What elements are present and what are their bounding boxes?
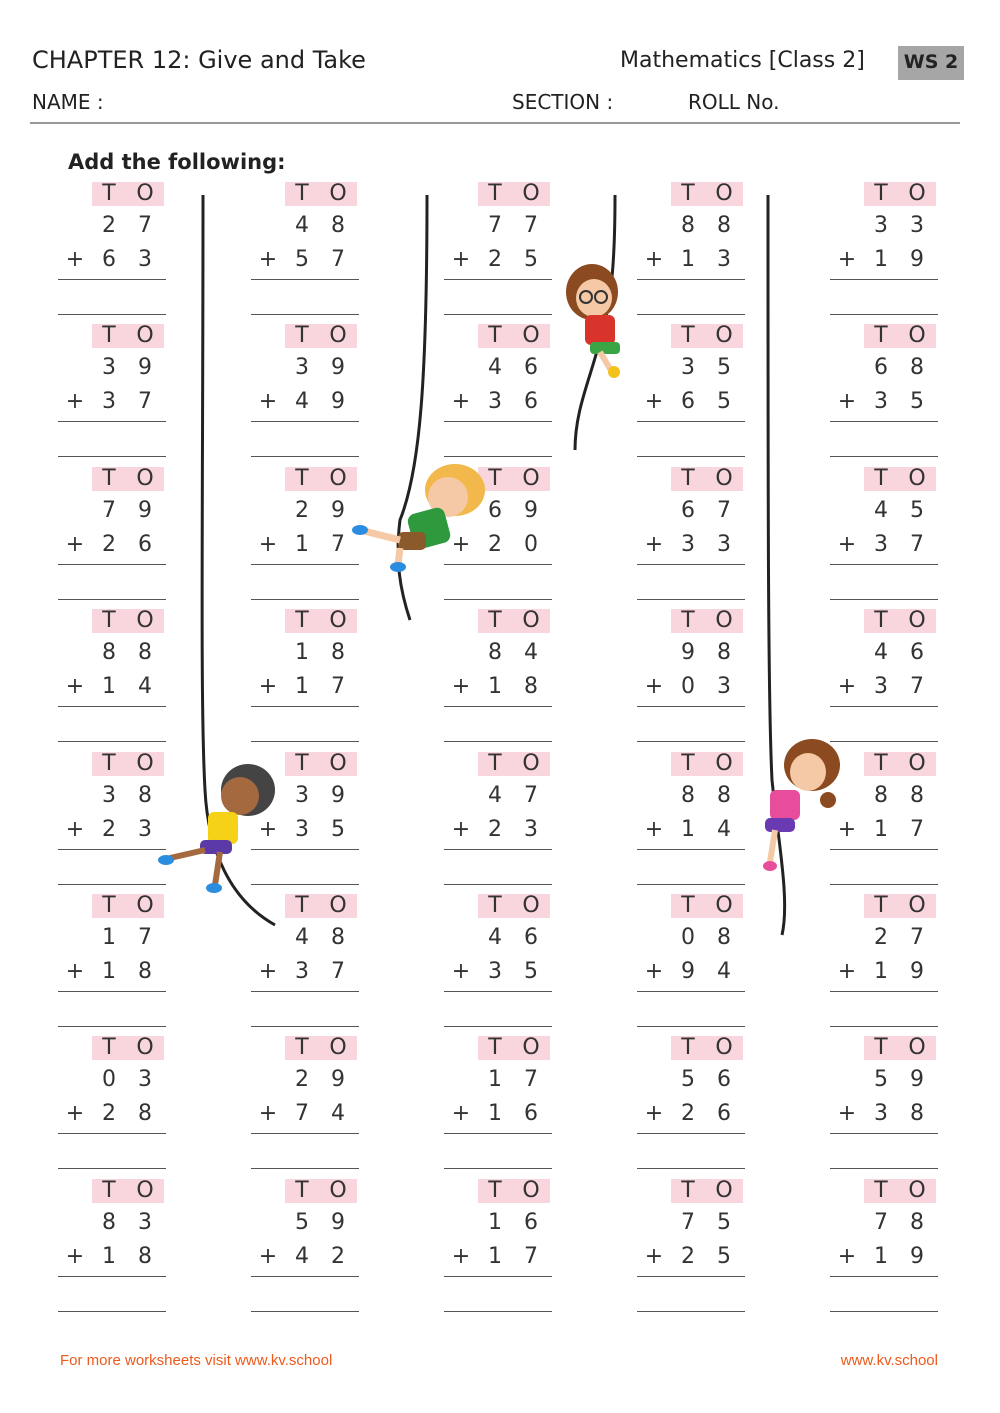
plus-sign: + <box>644 817 664 842</box>
tens-label: T <box>681 751 695 776</box>
ones-label: O <box>136 181 154 206</box>
addend-1-ones: 8 <box>331 213 345 238</box>
addend-1-tens: 8 <box>488 640 502 665</box>
plus-sign: + <box>451 674 471 699</box>
addend-2-ones: 7 <box>910 532 924 557</box>
plus-sign: + <box>451 389 471 414</box>
plus-sign: + <box>451 1101 471 1126</box>
plus-sign: + <box>837 247 857 272</box>
tens-label: T <box>102 1035 116 1060</box>
addend-1-ones: 7 <box>138 925 152 950</box>
tens-label: T <box>488 466 502 491</box>
addend-2-tens: 3 <box>681 532 695 557</box>
ones-label: O <box>715 751 733 776</box>
addend-1-ones: 3 <box>138 1210 152 1235</box>
addend-2-tens: 1 <box>488 1101 502 1126</box>
addend-2-ones: 9 <box>910 959 924 984</box>
tens-label: T <box>295 1178 309 1203</box>
plus-sign: + <box>258 247 278 272</box>
addend-2-tens: 7 <box>295 1101 309 1126</box>
plus-sign: + <box>837 389 857 414</box>
addend-2-ones: 3 <box>138 247 152 272</box>
ones-label: O <box>908 751 926 776</box>
plus-sign: + <box>258 674 278 699</box>
tens-label: T <box>874 181 888 206</box>
addend-1-tens: 2 <box>295 498 309 523</box>
addend-2-tens: 6 <box>102 247 116 272</box>
addend-1-ones: 8 <box>910 1210 924 1235</box>
addend-1-ones: 6 <box>524 1210 538 1235</box>
addend-1-tens: 4 <box>488 783 502 808</box>
addend-2-tens: 0 <box>681 674 695 699</box>
addend-2-tens: 3 <box>102 389 116 414</box>
tens-label: T <box>295 466 309 491</box>
plus-sign: + <box>644 389 664 414</box>
addend-2-tens: 1 <box>874 817 888 842</box>
addend-2-ones: 9 <box>910 1244 924 1269</box>
addend-1-tens: 1 <box>102 925 116 950</box>
ones-label: O <box>329 181 347 206</box>
plus-sign: + <box>451 959 471 984</box>
addend-1-ones: 6 <box>524 355 538 380</box>
addend-1-tens: 3 <box>102 355 116 380</box>
plus-sign: + <box>837 1101 857 1126</box>
footer-right-link[interactable]: www.kv.school <box>840 1352 938 1369</box>
addend-1-ones: 7 <box>717 498 731 523</box>
addend-1-ones: 9 <box>331 1067 345 1092</box>
plus-sign: + <box>65 1101 85 1126</box>
ones-label: O <box>715 608 733 633</box>
addend-2-tens: 3 <box>488 959 502 984</box>
addend-2-ones: 8 <box>910 1101 924 1126</box>
addend-2-ones: 5 <box>910 389 924 414</box>
addend-1-ones: 9 <box>524 498 538 523</box>
tens-label: T <box>295 893 309 918</box>
tens-label: T <box>295 323 309 348</box>
chapter-title: CHAPTER 12: Give and Take <box>32 46 366 74</box>
addend-2-ones: 4 <box>331 1101 345 1126</box>
tens-label: T <box>295 1035 309 1060</box>
addend-2-tens: 3 <box>874 1101 888 1126</box>
addend-2-ones: 6 <box>524 1101 538 1126</box>
addend-2-ones: 6 <box>717 1101 731 1126</box>
plus-sign: + <box>258 817 278 842</box>
ones-label: O <box>522 181 540 206</box>
ones-label: O <box>136 1178 154 1203</box>
addend-2-ones: 5 <box>717 1244 731 1269</box>
addend-1-tens: 9 <box>681 640 695 665</box>
plus-sign: + <box>258 1101 278 1126</box>
addend-1-tens: 8 <box>681 783 695 808</box>
ones-label: O <box>908 181 926 206</box>
plus-sign: + <box>451 817 471 842</box>
ones-label: O <box>136 466 154 491</box>
ones-label: O <box>329 751 347 776</box>
tens-label: T <box>295 181 309 206</box>
addend-1-tens: 0 <box>102 1067 116 1092</box>
addend-2-ones: 4 <box>138 674 152 699</box>
plus-sign: + <box>644 532 664 557</box>
addend-2-tens: 2 <box>102 532 116 557</box>
ones-label: O <box>908 1035 926 1060</box>
ones-label: O <box>329 1178 347 1203</box>
addend-1-ones: 9 <box>331 1210 345 1235</box>
tens-label: T <box>681 1178 695 1203</box>
addend-1-ones: 3 <box>138 1067 152 1092</box>
plus-sign: + <box>644 1101 664 1126</box>
plus-sign: + <box>451 247 471 272</box>
addend-1-tens: 7 <box>681 1210 695 1235</box>
tens-label: T <box>102 466 116 491</box>
addend-2-tens: 3 <box>488 389 502 414</box>
addend-2-ones: 8 <box>138 1101 152 1126</box>
addend-2-ones: 0 <box>524 532 538 557</box>
addend-2-ones: 4 <box>717 817 731 842</box>
tens-label: T <box>874 893 888 918</box>
addend-1-ones: 3 <box>910 213 924 238</box>
tens-label: T <box>488 181 502 206</box>
addend-1-tens: 3 <box>874 213 888 238</box>
ones-label: O <box>715 323 733 348</box>
addend-1-ones: 9 <box>331 498 345 523</box>
addend-2-tens: 3 <box>874 674 888 699</box>
boy-green-climber-icon <box>352 464 485 572</box>
addend-1-ones: 7 <box>910 925 924 950</box>
addend-1-tens: 8 <box>681 213 695 238</box>
plus-sign: + <box>65 817 85 842</box>
ones-label: O <box>908 608 926 633</box>
addend-2-tens: 1 <box>874 247 888 272</box>
ones-label: O <box>329 893 347 918</box>
tens-label: T <box>488 323 502 348</box>
plus-sign: + <box>837 674 857 699</box>
addend-2-tens: 2 <box>488 247 502 272</box>
addend-1-tens: 4 <box>874 640 888 665</box>
addend-1-tens: 8 <box>102 640 116 665</box>
addend-2-ones: 5 <box>717 389 731 414</box>
ones-label: O <box>522 466 540 491</box>
addend-2-ones: 7 <box>331 674 345 699</box>
addend-1-ones: 8 <box>717 213 731 238</box>
addend-1-ones: 8 <box>138 640 152 665</box>
tens-label: T <box>295 751 309 776</box>
name-label: NAME : <box>32 90 104 114</box>
boy-yellow-climber-icon <box>158 764 275 893</box>
tens-label: T <box>488 893 502 918</box>
addend-2-ones: 7 <box>524 1244 538 1269</box>
addend-1-ones: 9 <box>331 355 345 380</box>
addend-1-tens: 3 <box>102 783 116 808</box>
plus-sign: + <box>65 959 85 984</box>
ones-label: O <box>136 1035 154 1060</box>
addend-1-tens: 0 <box>681 925 695 950</box>
addend-2-tens: 9 <box>681 959 695 984</box>
addend-1-ones: 5 <box>717 355 731 380</box>
addend-2-tens: 1 <box>874 959 888 984</box>
tens-label: T <box>681 608 695 633</box>
tens-label: T <box>295 608 309 633</box>
addend-1-tens: 8 <box>874 783 888 808</box>
addend-2-tens: 1 <box>488 674 502 699</box>
addend-1-tens: 3 <box>295 355 309 380</box>
addend-1-ones: 8 <box>910 783 924 808</box>
ones-label: O <box>908 893 926 918</box>
tens-label: T <box>102 893 116 918</box>
addend-2-tens: 2 <box>488 817 502 842</box>
tens-label: T <box>681 466 695 491</box>
addend-1-ones: 5 <box>910 498 924 523</box>
plus-sign: + <box>258 389 278 414</box>
addend-2-ones: 4 <box>717 959 731 984</box>
addend-1-tens: 6 <box>874 355 888 380</box>
plus-sign: + <box>644 247 664 272</box>
tens-label: T <box>874 1035 888 1060</box>
addend-2-ones: 8 <box>138 1244 152 1269</box>
plus-sign: + <box>837 532 857 557</box>
ones-label: O <box>136 751 154 776</box>
tens-label: T <box>681 181 695 206</box>
addend-2-ones: 7 <box>910 674 924 699</box>
addend-1-ones: 4 <box>524 640 538 665</box>
addend-1-tens: 6 <box>488 498 502 523</box>
ones-label: O <box>522 323 540 348</box>
ones-label: O <box>136 893 154 918</box>
ones-label: O <box>715 466 733 491</box>
plus-sign: + <box>451 1244 471 1269</box>
plus-sign: + <box>65 1244 85 1269</box>
plus-sign: + <box>451 532 471 557</box>
addend-2-ones: 9 <box>910 247 924 272</box>
addend-2-ones: 2 <box>331 1244 345 1269</box>
addend-1-ones: 8 <box>138 783 152 808</box>
tens-label: T <box>874 323 888 348</box>
tens-label: T <box>102 323 116 348</box>
addend-1-ones: 8 <box>331 640 345 665</box>
plus-sign: + <box>644 959 664 984</box>
addend-2-tens: 1 <box>295 532 309 557</box>
plus-sign: + <box>65 389 85 414</box>
tens-label: T <box>102 751 116 776</box>
addend-2-ones: 7 <box>910 817 924 842</box>
addend-1-tens: 6 <box>681 498 695 523</box>
tens-label: T <box>681 323 695 348</box>
addend-2-ones: 7 <box>138 389 152 414</box>
ones-label: O <box>715 1035 733 1060</box>
plus-sign: + <box>258 532 278 557</box>
ones-label: O <box>522 893 540 918</box>
addend-2-ones: 7 <box>331 959 345 984</box>
addend-1-ones: 6 <box>910 640 924 665</box>
addend-2-ones: 7 <box>331 247 345 272</box>
ones-label: O <box>715 1178 733 1203</box>
addend-2-ones: 3 <box>524 817 538 842</box>
addend-2-tens: 3 <box>874 532 888 557</box>
addend-2-tens: 1 <box>102 959 116 984</box>
ones-label: O <box>329 466 347 491</box>
addend-1-tens: 5 <box>295 1210 309 1235</box>
addend-1-ones: 5 <box>717 1210 731 1235</box>
addend-1-ones: 9 <box>138 498 152 523</box>
ones-label: O <box>908 466 926 491</box>
addend-1-tens: 7 <box>488 213 502 238</box>
section-label: SECTION : <box>512 90 614 114</box>
addend-1-tens: 5 <box>681 1067 695 1092</box>
plus-sign: + <box>65 247 85 272</box>
addend-1-tens: 1 <box>488 1210 502 1235</box>
addend-2-tens: 3 <box>295 817 309 842</box>
addend-2-tens: 4 <box>295 1244 309 1269</box>
addend-2-tens: 1 <box>488 1244 502 1269</box>
addend-1-ones: 9 <box>138 355 152 380</box>
ones-label: O <box>715 181 733 206</box>
plus-sign: + <box>837 959 857 984</box>
tens-label: T <box>488 608 502 633</box>
addend-2-ones: 5 <box>524 959 538 984</box>
tens-label: T <box>874 1178 888 1203</box>
tens-label: T <box>681 893 695 918</box>
addend-1-tens: 3 <box>681 355 695 380</box>
addend-1-tens: 7 <box>874 1210 888 1235</box>
addend-2-ones: 3 <box>138 817 152 842</box>
addend-2-tens: 1 <box>681 817 695 842</box>
tens-label: T <box>874 751 888 776</box>
tens-label: T <box>488 751 502 776</box>
addend-1-ones: 8 <box>717 783 731 808</box>
ones-label: O <box>329 1035 347 1060</box>
addend-2-ones: 8 <box>524 674 538 699</box>
addend-2-tens: 2 <box>488 532 502 557</box>
addend-1-tens: 4 <box>295 213 309 238</box>
tens-label: T <box>102 181 116 206</box>
ones-label: O <box>136 323 154 348</box>
addend-2-tens: 3 <box>874 389 888 414</box>
addend-2-tens: 1 <box>874 1244 888 1269</box>
addend-2-ones: 5 <box>331 817 345 842</box>
plus-sign: + <box>837 817 857 842</box>
ones-label: O <box>329 608 347 633</box>
ones-label: O <box>522 751 540 776</box>
instruction: Add the following: <box>68 150 286 174</box>
footer-left-link[interactable]: For more worksheets visit www.kv.school <box>60 1352 333 1369</box>
addend-1-ones: 7 <box>138 213 152 238</box>
addend-1-ones: 7 <box>524 1067 538 1092</box>
addend-2-tens: 1 <box>681 247 695 272</box>
tens-label: T <box>874 466 888 491</box>
addend-1-tens: 5 <box>874 1067 888 1092</box>
addend-1-ones: 8 <box>717 640 731 665</box>
addend-2-tens: 2 <box>102 817 116 842</box>
ones-label: O <box>136 608 154 633</box>
addend-1-ones: 7 <box>524 783 538 808</box>
worksheet-badge: WS 2 <box>898 46 964 80</box>
addend-1-ones: 8 <box>717 925 731 950</box>
addend-2-ones: 6 <box>138 532 152 557</box>
girl-pink-climber-icon <box>763 739 840 871</box>
ones-label: O <box>908 1178 926 1203</box>
addend-2-tens: 5 <box>295 247 309 272</box>
addend-2-tens: 3 <box>295 959 309 984</box>
addend-1-tens: 8 <box>102 1210 116 1235</box>
plus-sign: + <box>65 674 85 699</box>
addend-1-ones: 9 <box>331 783 345 808</box>
ones-label: O <box>329 323 347 348</box>
addend-2-tens: 2 <box>681 1244 695 1269</box>
addend-1-tens: 3 <box>295 783 309 808</box>
addend-1-tens: 4 <box>295 925 309 950</box>
addend-1-ones: 9 <box>910 1067 924 1092</box>
tens-label: T <box>874 608 888 633</box>
addend-1-ones: 6 <box>524 925 538 950</box>
addend-2-ones: 9 <box>331 389 345 414</box>
plus-sign: + <box>258 1244 278 1269</box>
tens-label: T <box>102 1178 116 1203</box>
addend-2-tens: 6 <box>681 389 695 414</box>
addend-1-tens: 4 <box>488 355 502 380</box>
addend-1-ones: 7 <box>524 213 538 238</box>
ones-label: O <box>715 893 733 918</box>
addend-2-ones: 3 <box>717 674 731 699</box>
addend-2-tens: 2 <box>681 1101 695 1126</box>
ones-label: O <box>522 1178 540 1203</box>
addend-2-tens: 4 <box>295 389 309 414</box>
plus-sign: + <box>837 1244 857 1269</box>
ones-label: O <box>908 323 926 348</box>
addend-1-tens: 7 <box>102 498 116 523</box>
tens-label: T <box>488 1178 502 1203</box>
addend-1-tens: 2 <box>295 1067 309 1092</box>
addend-1-tens: 1 <box>488 1067 502 1092</box>
tens-label: T <box>102 608 116 633</box>
addend-1-tens: 2 <box>874 925 888 950</box>
addend-2-ones: 7 <box>331 532 345 557</box>
addend-1-tens: 2 <box>102 213 116 238</box>
tens-label: T <box>488 1035 502 1060</box>
addend-2-tens: 1 <box>102 674 116 699</box>
plus-sign: + <box>65 532 85 557</box>
ones-label: O <box>522 1035 540 1060</box>
tens-label: T <box>681 1035 695 1060</box>
addend-2-ones: 3 <box>717 532 731 557</box>
addend-2-ones: 3 <box>717 247 731 272</box>
plus-sign: + <box>644 1244 664 1269</box>
addend-1-tens: 4 <box>488 925 502 950</box>
ones-label: O <box>522 608 540 633</box>
addend-1-ones: 8 <box>331 925 345 950</box>
addend-2-tens: 2 <box>102 1101 116 1126</box>
addend-2-tens: 1 <box>102 1244 116 1269</box>
addend-2-ones: 5 <box>524 247 538 272</box>
subject-title: Mathematics [Class 2] <box>620 48 865 73</box>
addend-1-tens: 4 <box>874 498 888 523</box>
addend-1-ones: 8 <box>910 355 924 380</box>
addend-1-ones: 6 <box>717 1067 731 1092</box>
plus-sign: + <box>644 674 664 699</box>
addend-2-ones: 6 <box>524 389 538 414</box>
addend-2-ones: 8 <box>138 959 152 984</box>
addend-1-tens: 1 <box>295 640 309 665</box>
plus-sign: + <box>258 959 278 984</box>
roll-label: ROLL No. <box>688 90 780 114</box>
addend-2-tens: 1 <box>295 674 309 699</box>
